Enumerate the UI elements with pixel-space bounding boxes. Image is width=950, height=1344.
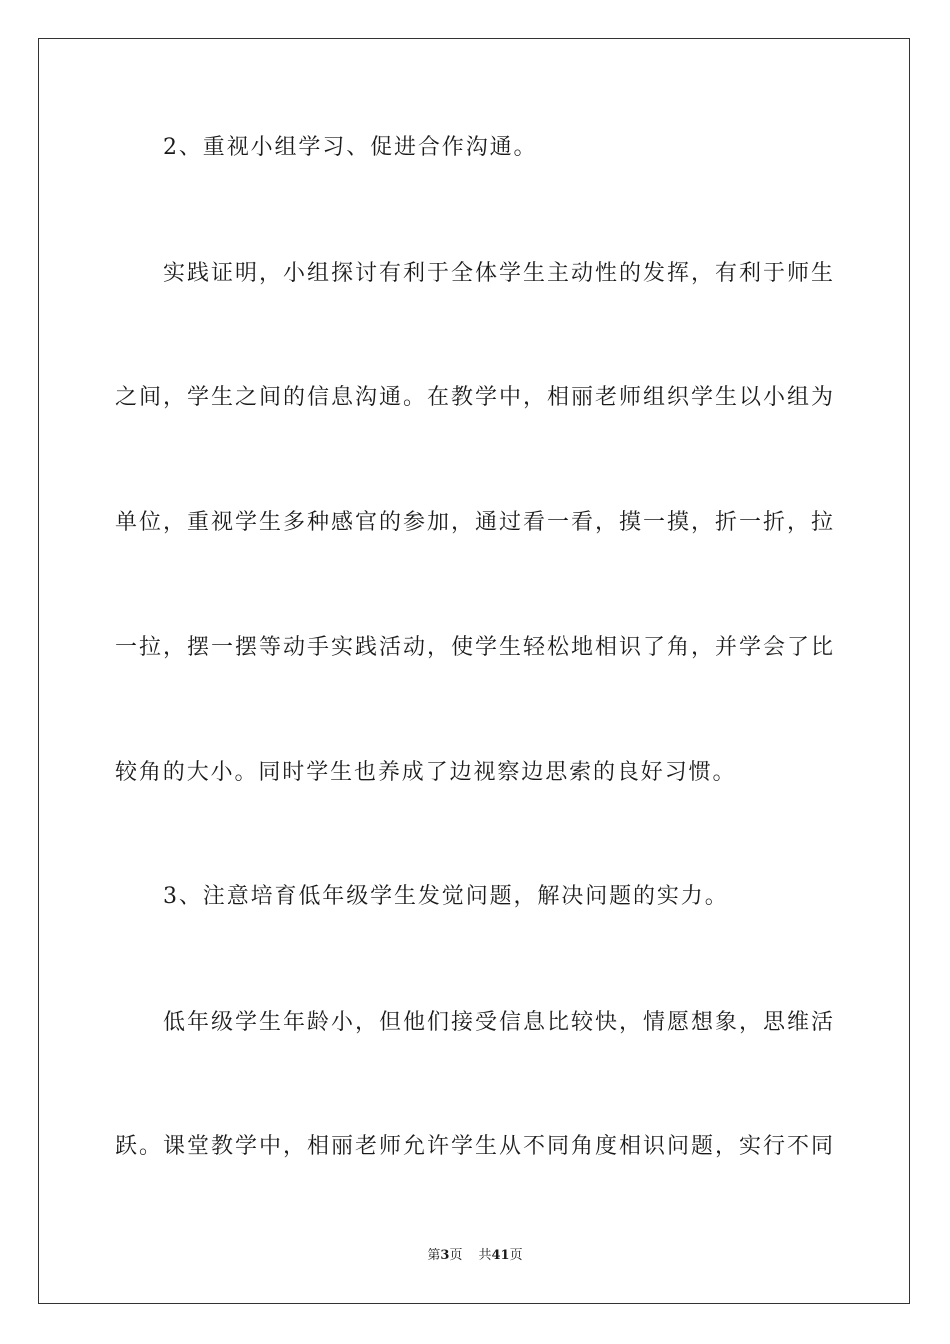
paragraph-line: 一拉，摆一摆等动手实践活动，使学生轻松地相识了角，并学会了比: [115, 635, 833, 660]
paragraph-line: 单位，重视学生多种感官的参加，通过看一看，摸一摸，折一折，拉: [115, 510, 833, 535]
paragraph-line: 低年级学生年龄小，但他们接受信息比较快，情愿想象，思维活: [163, 1010, 833, 1035]
paragraph-line: 跃。课堂教学中，相丽老师允许学生从不同角度相识问题，实行不同: [115, 1134, 833, 1159]
heading-3: 3、注意培育低年级学生发觉问题，解决问题的实力。: [163, 884, 729, 909]
paragraph-line: 实践证明，小组探讨有利于全体学生主动性的发挥，有利于师生: [163, 261, 833, 286]
paragraph-line: 之间，学生之间的信息沟通。在教学中，相丽老师组织学生以小组为: [115, 385, 833, 410]
heading-2: 2、重视小组学习、促进合作沟通。: [163, 135, 538, 160]
page-label-prefix: 第: [427, 1248, 441, 1263]
page-label-suffix: 页: [449, 1248, 463, 1263]
page-frame: [38, 38, 910, 1304]
total-label-prefix: 共: [478, 1248, 492, 1263]
total-label-suffix: 页: [509, 1248, 523, 1263]
current-page-number: 3: [440, 1248, 450, 1263]
total-page-count: 41: [491, 1248, 510, 1263]
paragraph-line: 较角的大小。同时学生也养成了边视察边思索的良好习惯。: [115, 760, 737, 785]
page-footer: [0, 1247, 950, 1265]
